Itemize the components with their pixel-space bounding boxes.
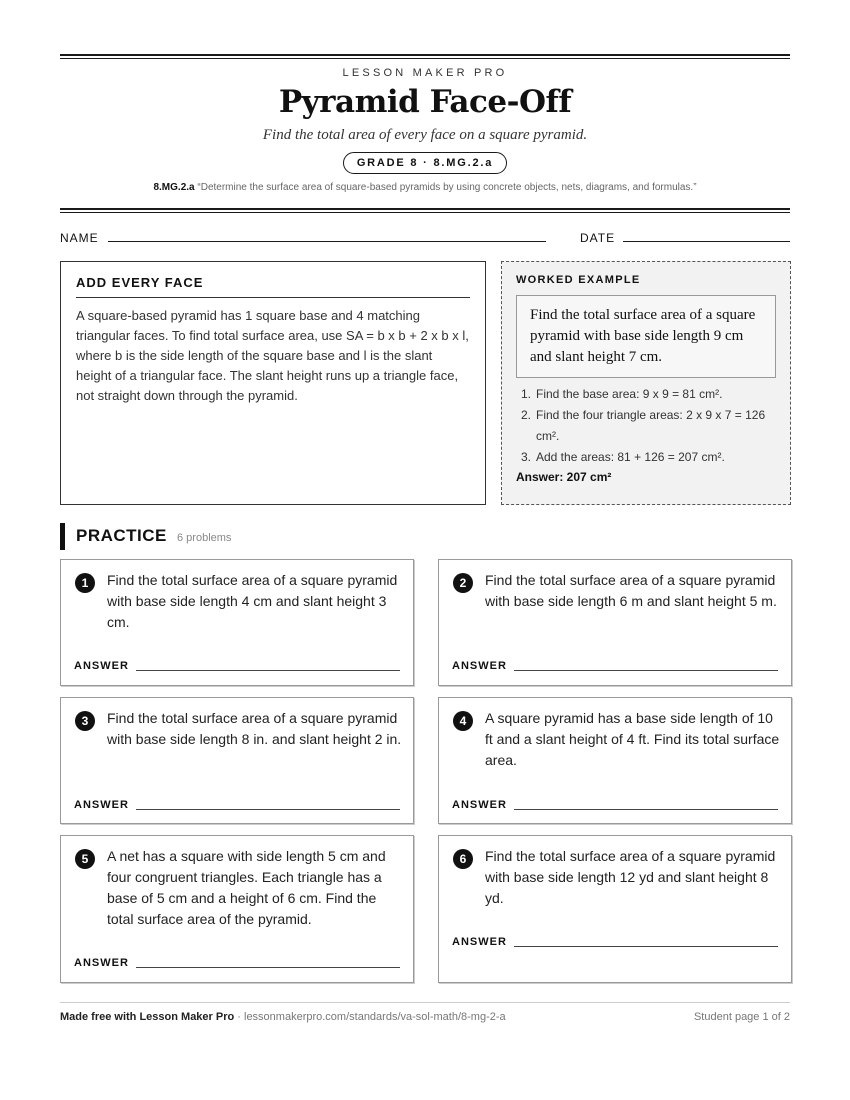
- concept-box: [60, 261, 486, 505]
- problem-number-badge: 3: [75, 711, 95, 731]
- problem-card-2: [438, 559, 792, 686]
- problem-number-badge: 2: [453, 573, 473, 593]
- practice-accent-bar: [60, 523, 65, 550]
- problem-text: A square pyramid has a base side length of 10 ft and a slant height of 4 ft. Find its total surface area.: [485, 710, 780, 768]
- problem-card-1: [60, 559, 414, 686]
- standard-text: “Determine the surface area of square-based pyramids by using concrete objects, nets, diagrams, and formulas.”: [197, 182, 697, 193]
- problem-number-badge: 4: [453, 711, 473, 731]
- answer-field[interactable]: [514, 809, 778, 810]
- problem-number-badge: 6: [453, 849, 473, 869]
- problem-card-5: [60, 835, 414, 983]
- concept-title: ADD EVERY FACE: [76, 275, 470, 298]
- worked-example-answer: Answer: 207 cm²: [516, 470, 612, 484]
- answer-label: ANSWER: [452, 799, 507, 811]
- worked-example-step: 2. Find the four triangle areas: 2 x 9 x 7 = 126 cm².: [521, 408, 766, 443]
- header-top-rule: [60, 54, 790, 59]
- worked-example-problem: Find the total surface area of a square pyramid with base side length 9 cm and slant height 7 cm.: [516, 295, 776, 378]
- problem-number-badge: 5: [75, 849, 95, 869]
- problem-text: Find the total surface area of a square pyramid with base side length 4 cm and slant height 3 cm.: [107, 572, 398, 630]
- worked-example-title: WORKED EXAMPLE: [516, 274, 641, 286]
- answer-label: ANSWER: [452, 660, 507, 672]
- concept-text: A square-based pyramid has 1 square base and 4 matching triangular faces. To find total surface area, use SA = b x b + 2 x b x l, where b is the side length of the square base and l is the slant height of a triangular face. The slant height runs up a triangle face, not straight down through the pyramid.: [76, 308, 469, 403]
- answer-field[interactable]: [136, 967, 400, 968]
- problem-card-6: [438, 835, 792, 983]
- footer-rule: [60, 1002, 790, 1003]
- problem-number-badge: 1: [75, 573, 95, 593]
- brand-name: LESSON MAKER PRO: [342, 67, 508, 79]
- footer-made-with: Made free with Lesson Maker Pro: [60, 1011, 235, 1023]
- problem-text: A net has a square with side length 5 cm and four congruent triangles. Each triangle has a base of 5 cm and a height of 6 cm. Find the total surface area of the pyramid.: [107, 848, 386, 927]
- problem-card-4: [438, 697, 792, 824]
- date-label: DATE: [580, 231, 616, 245]
- header-bottom-rule: [60, 208, 790, 213]
- worked-example-box: [501, 261, 791, 505]
- worksheet-title: Pyramid Face-Off: [278, 84, 572, 120]
- footer-url: · lessonmakerpro.com/standards/va-sol-math/8-mg-2-a: [234, 1011, 506, 1023]
- worked-example-step: 3. Add the areas: 81 + 126 = 207 cm².: [521, 450, 725, 464]
- problem-text: Find the total surface area of a square pyramid with base side length 12 yd and slant height 8 yd.: [485, 848, 776, 906]
- answer-label: ANSWER: [452, 936, 507, 948]
- name-label: NAME: [60, 231, 99, 245]
- answer-field[interactable]: [514, 670, 778, 671]
- worksheet-page: [60, 0, 790, 1100]
- worked-example-step: 1. Find the base area: 9 x 9 = 81 cm².: [521, 387, 723, 401]
- practice-count: 6 problems: [177, 532, 232, 544]
- date-field[interactable]: [623, 241, 790, 242]
- problem-card-3: [60, 697, 414, 824]
- answer-field[interactable]: [136, 809, 400, 810]
- answer-label: ANSWER: [74, 799, 129, 811]
- worked-example-steps: [516, 384, 776, 468]
- footer-page-number: Student page 1 of 2: [693, 1011, 790, 1023]
- standard-code: 8.MG.2.a: [153, 182, 195, 193]
- answer-label: ANSWER: [74, 957, 129, 969]
- problem-text: Find the total surface area of a square pyramid with base side length 8 in. and slant height 2 in.: [107, 710, 402, 747]
- grade-badge: GRADE 8 · 8.MG.2.a: [343, 152, 507, 174]
- answer-field[interactable]: [136, 670, 400, 671]
- practice-title: PRACTICE: [76, 526, 167, 545]
- standard-line: [60, 182, 790, 193]
- grade-badge-wrap: [60, 152, 790, 174]
- name-field[interactable]: [108, 241, 546, 242]
- problem-text: Find the total surface area of a square pyramid with base side length 6 m and slant height 5 m.: [485, 572, 777, 609]
- worksheet-subtitle: Find the total area of every face on a square pyramid.: [262, 127, 588, 143]
- footer-credit: [60, 1011, 506, 1023]
- answer-field[interactable]: [514, 946, 778, 947]
- answer-label: ANSWER: [74, 660, 129, 672]
